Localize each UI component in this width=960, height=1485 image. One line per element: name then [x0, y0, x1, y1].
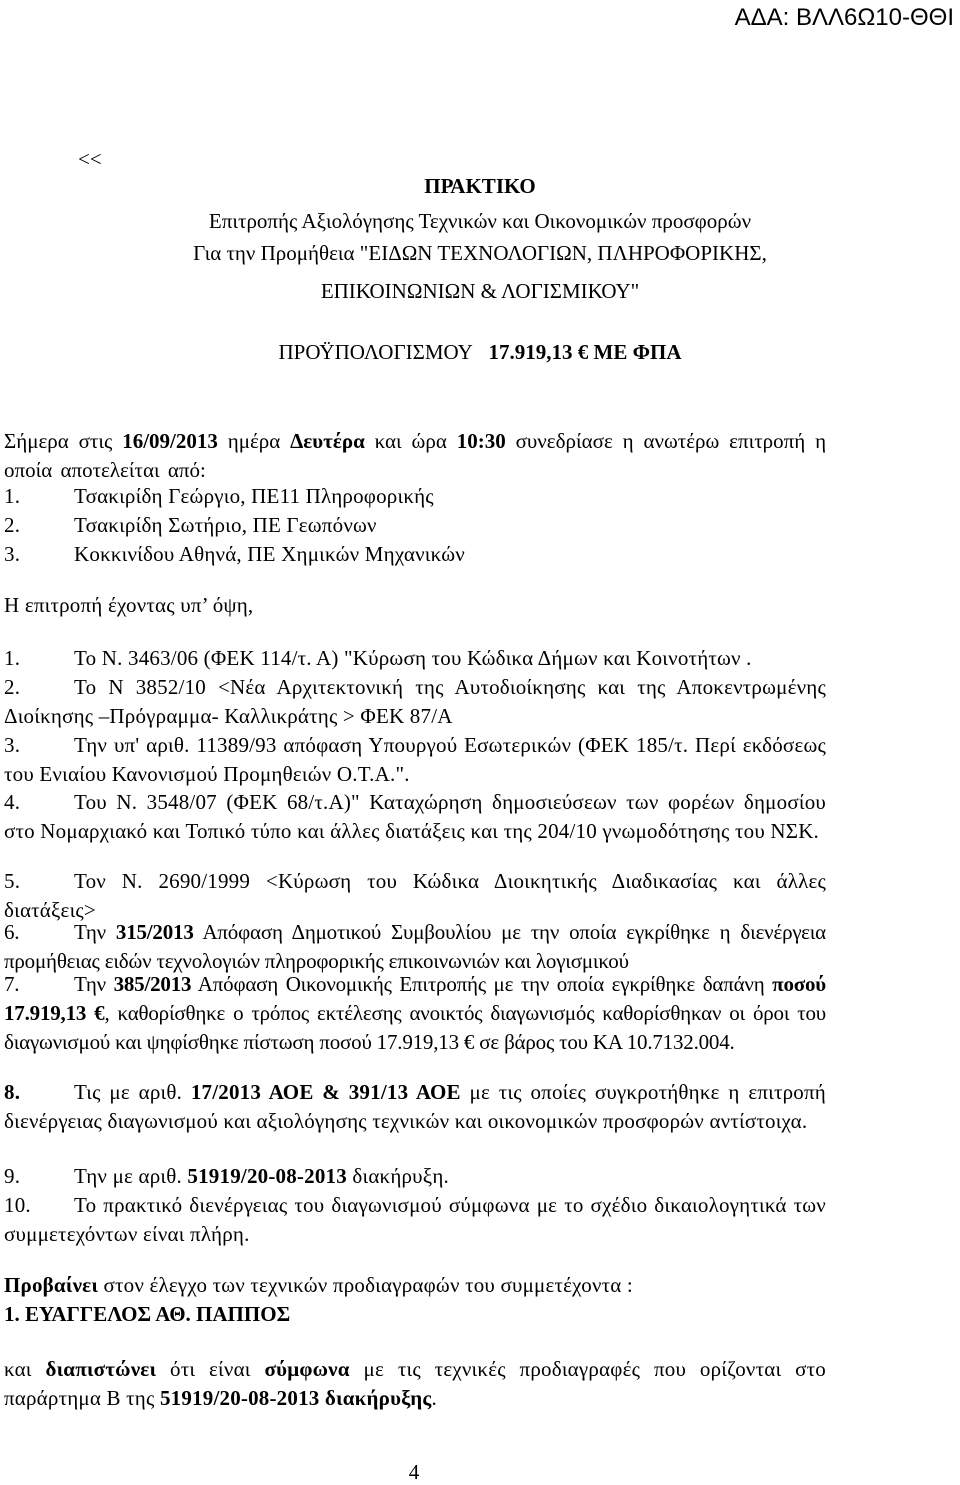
member-2: 2. Τσακιρίδη Σωτήριο, ΠΕ Γεωπόνων	[4, 513, 377, 537]
item-5: 5. Τον Ν. 2690/1999 <Κύρωση του Κώδικα Διοικητικής Διαδικασίας και άλλες διατάξεις>	[4, 869, 826, 922]
document-subtitle-1: Επιτροπής Αξιολόγησης Τεχνικών και Οικονομικών προσφορών	[208, 209, 752, 233]
item-2: 2. Το Ν 3852/10 <Νέα Αρχιτεκτονική της Αυτοδιοίκησης και της Αποκεντρωμένης Διοίκησης –Πρόγραμμα- Καλλικράτης > ΦΕΚ 87/Α	[4, 675, 826, 728]
item-3: 3. Την υπ' αριθ. 11389/93 απόφαση Υπουργού Εσωτερικών (ΦΕΚ 185/τ. Περί εκδόσεως του Ενιαίου Κανονισμού Προμηθειών Ο.Τ.Α.".	[4, 733, 826, 786]
having-regard-line: Η επιτροπή έχοντας υπ’ όψη,	[4, 593, 254, 617]
document-marker: <<	[78, 147, 102, 171]
finding-paragraph: και διαπιστώνει ότι είναι σύμφωνα με τις τεχνικές προδιαγραφές που ορίζονται στο παράρτημα Β της 51919/20-08-2013 διακήρυξης.	[4, 1357, 826, 1410]
member-1: 1. Τσακιρίδη Γεώργιο, ΠΕ11 Πληροφορικής	[4, 484, 434, 508]
ada-code: ΑΔΑ: ΒΛΛ6Ω10-ΘΘΙ	[734, 4, 954, 31]
intro-paragraph: Σήμερα στις 16/09/2013 ημέρα Δευτέρα και ώρα 10:30 συνεδρίασε η ανωτέρω επιτροπή η οποία αποτελείται από:	[4, 429, 827, 482]
item-8: 8. Τις με αριθ. 17/2013 ΑΟΕ & 391/13 ΑΟΕ με τις οποίες συγκροτήθηκε η επιτροπή διενέργειας διαγωνισμού και αξιολόγησης τεχνικών και οικονομικών προσφορών αντίστοιχα.	[4, 1080, 826, 1133]
member-3: 3. Κοκκινίδου Αθηνά, ΠΕ Χημικών Μηχανικών	[4, 542, 465, 566]
item-10: 10. Το πρακτικό διενέργειας του διαγωνισμού σύμφωνα με το σχέδιο δικαιολογητικά των συμμετεχόντων είναι πλήρη.	[4, 1193, 826, 1246]
document-subtitle-3: ΕΠΙΚΟΙΝΩΝΙΩΝ & ΛΟΓΙΣΜΙΚΟΥ"	[320, 279, 640, 303]
item-9: 9. Την με αριθ. 51919/20-08-2013 διακήρυξη.	[4, 1164, 449, 1188]
participant-name: 1. ΕΥΑΓΓΕΛΟΣ ΑΘ. ΠΑΠΠΟΣ	[4, 1302, 291, 1326]
budget-line: ΠΡΟΫΠΟΛΟΓΙΣΜΟΥ 17.919,13 € ΜΕ ΦΠΑ	[278, 340, 682, 364]
item-7: 7. Την 385/2013 Απόφαση Οικονομικής Επιτροπής με την οποία εγκρίθηκε δαπάνη ποσού 17.919,13 €, καθορίσθηκε ο τρόπος εκτέλεσης ανοικτός διαγωνισμός καθορίσθηκαν οι όροι του διαγωνισμού και ψηφίσθηκε πίστωση ποσού 17.919,13 € σε βάρος του ΚΑ 10.7132.004.	[4, 972, 826, 1054]
document-subtitle-2: Για την Προμήθεια "ΕΙΔΩΝ ΤΕΧΝΟΛΟΓΙΩΝ, ΠΛΗΡΟΦΟΡΙΚΗΣ,	[193, 241, 767, 265]
item-6: 6. Την 315/2013 Απόφαση Δημοτικού Συμβουλίου με την οποία εγκρίθηκε η διενέργεια προμήθειας ειδών τεχνολογιών πληροφορικής επικοινωνιών και λογισμικού	[4, 920, 826, 973]
page-number: 4	[408, 1460, 420, 1484]
document-title: ΠΡΑΚΤΙΚΟ	[424, 174, 536, 198]
item-4: 4. Του Ν. 3548/07 (ΦΕΚ 68/τ.Α)" Καταχώρηση δημοσιεύσεων των φορέων δημοσίου στο Νομαρχιακό και Τοπικό τύπο και άλλες διατάξεις και της 204/10 γνωμοδότησης του ΝΣΚ.	[4, 790, 826, 843]
proceed-line: Προβαίνει στον έλεγχο των τεχνικών προδιαγραφών του συμμετέχοντα :	[4, 1273, 633, 1297]
item-1: 1. Το Ν. 3463/06 (ΦΕΚ 114/τ. Α) "Κύρωση του Κώδικα Δήμων και Κοινοτήτων .	[4, 646, 752, 670]
